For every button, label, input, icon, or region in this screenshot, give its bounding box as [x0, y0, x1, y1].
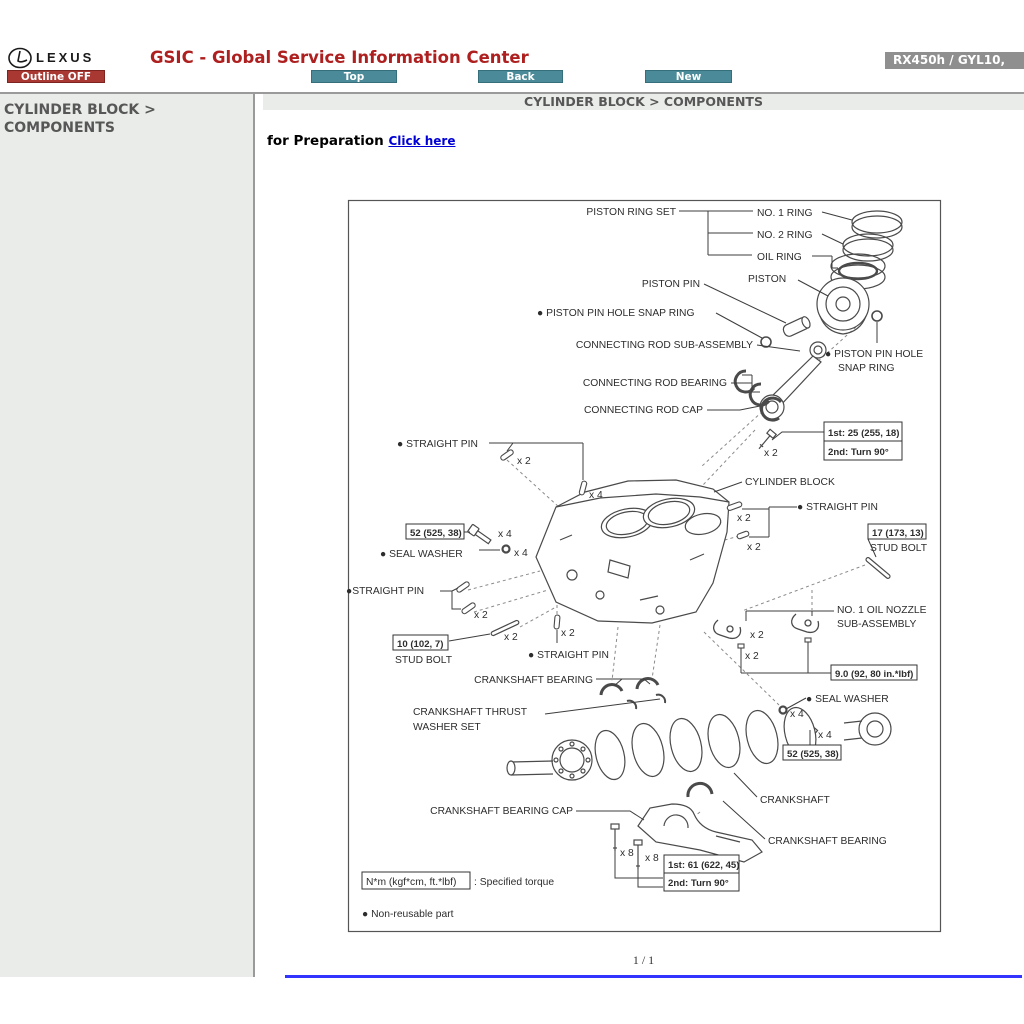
- qty-pin-right-1: x 2: [737, 513, 751, 524]
- label-straight-pin-top: ● STRAIGHT PIN: [397, 439, 478, 450]
- footer-rule: [285, 975, 1022, 978]
- piston-rings-drawing: [831, 211, 902, 289]
- qty-pin-right-2: x 2: [747, 542, 761, 553]
- top-button[interactable]: Top: [311, 70, 397, 83]
- main-torque-1st: 1st: 61 (622, 45): [668, 860, 740, 871]
- qty-block-bolt-left: x 4: [498, 529, 512, 540]
- label-connecting-rod-bearing: CONNECTING ROD BEARING: [582, 378, 727, 389]
- label-crankshaft-bearing-cap: CRANKSHAFT BEARING CAP: [430, 806, 573, 817]
- torque-52-right: 52 (525, 38): [787, 749, 839, 760]
- label-connecting-rod-sub-assembly: CONNECTING ROD SUB-ASSEMBLY: [575, 340, 753, 351]
- label-stud-bolt-right: STUD BOLT: [870, 543, 928, 554]
- label-piston-pin-hole-snap-ring-right-2: SNAP RING: [838, 363, 895, 374]
- label-oil-nozzle-1: NO. 1 OIL NOZZLE: [837, 605, 927, 616]
- piston-pin-drawing: [782, 315, 812, 337]
- label-piston-pin: PISTON PIN: [641, 279, 700, 290]
- qty-seal-washer-right: x 4: [790, 709, 804, 720]
- torque-10: 10 (102, 7): [397, 639, 444, 650]
- label-oil-nozzle-2: SUB-ASSEMBLY: [837, 619, 917, 630]
- label-piston-pin-hole-snap-ring-right-1: ● PISTON PIN HOLE: [825, 349, 924, 360]
- rod-torque-1st: 1st: 25 (255, 18): [828, 428, 900, 439]
- label-oil-ring: OIL RING: [757, 252, 802, 263]
- qty-pin-mid: x 2: [561, 628, 575, 639]
- label-piston-pin-hole-snap-ring-left: ● PISTON PIN HOLE SNAP RING: [537, 308, 695, 319]
- content-heading: CYLINDER BLOCK > COMPONENTS: [263, 94, 1024, 110]
- torque-unit-desc: : Specified torque: [474, 877, 555, 888]
- torque-17: 17 (173, 13): [872, 528, 924, 539]
- diagram-legend: [362, 872, 554, 920]
- oil-nozzles-drawing: [714, 614, 819, 658]
- connecting-rod-drawing: [760, 342, 826, 419]
- label-crankshaft: CRANKSHAFT: [760, 795, 830, 806]
- label-seal-washer-right: ● SEAL WASHER: [806, 694, 889, 705]
- torque-52-left: 52 (525, 38): [410, 528, 462, 539]
- piston-drawing: [817, 278, 869, 334]
- label-stud-bolt-left: STUD BOLT: [395, 655, 453, 666]
- label-straight-pin-lowerleft: ●STRAIGHT PIN: [346, 586, 425, 597]
- label-connecting-rod-cap: CONNECTING ROD CAP: [584, 405, 703, 416]
- torque-unit-label: N*m (kgf*cm, ft.*lbf): [366, 877, 457, 888]
- label-seal-washer-left: ● SEAL WASHER: [380, 549, 463, 560]
- qty-seal-washer-left: x 4: [514, 548, 528, 559]
- preparation-link[interactable]: Click here: [388, 134, 456, 148]
- qty-block-bolt-right: x 4: [818, 730, 832, 741]
- cylinder-block-drawing: [536, 480, 729, 623]
- back-button[interactable]: Back: [478, 70, 563, 83]
- page-title: GSIC - Global Service Information Center: [150, 48, 529, 67]
- outline-toggle-button[interactable]: Outline OFF: [7, 70, 105, 83]
- page-counter: 1 / 1: [632, 953, 655, 967]
- torque-9: 9.0 (92, 80 in.*lbf): [835, 669, 914, 680]
- label-cylinder-block: CYLINDER BLOCK: [745, 477, 835, 488]
- rod-torque-2nd: 2nd: Turn 90°: [828, 447, 889, 458]
- label-piston: PISTON: [748, 274, 787, 285]
- sidebar-title-line2: COMPONENTS: [4, 120, 115, 136]
- qty-stud-bolt-left: x 2: [504, 632, 518, 643]
- vehicle-model-badge: RX450h / GYL10, 15: [885, 52, 1024, 69]
- label-piston-ring-set: PISTON RING SET: [586, 207, 676, 218]
- new-button[interactable]: New: [645, 70, 732, 83]
- non-reusable-legend: ● Non-reusable part: [362, 909, 454, 920]
- qty-rod-bolt: x 2: [764, 448, 778, 459]
- preparation-label: for Preparation: [267, 133, 384, 149]
- label-crankshaft-bearing-top: CRANKSHAFT BEARING: [474, 675, 593, 686]
- main-torque-2nd: 2nd: Turn 90°: [668, 878, 729, 889]
- lexus-wordmark: LEXUS: [36, 50, 95, 65]
- crankshaft-drawing: [507, 704, 891, 783]
- label-crankshaft-bearing-bottom: CRANKSHAFT BEARING: [768, 836, 887, 847]
- qty-oil-nozzle: x 2: [750, 630, 764, 641]
- qty-pin-lowerleft: x 2: [474, 610, 488, 621]
- label-crankshaft-thrust-2: WASHER SET: [413, 722, 481, 733]
- qty-pin-top-1: x 2: [517, 456, 531, 467]
- label-no1-ring: NO. 1 RING: [757, 208, 813, 219]
- qty-cap-bolt-1: x 8: [620, 848, 634, 859]
- label-crankshaft-thrust-1: CRANKSHAFT THRUST: [413, 707, 528, 718]
- label-straight-pin-right: ● STRAIGHT PIN: [797, 502, 878, 513]
- qty-cap-bolt-2: x 8: [645, 853, 659, 864]
- qty-pin-top-2: x 4: [589, 490, 603, 501]
- sidebar-title-line1: CYLINDER BLOCK >: [4, 102, 156, 118]
- label-no2-ring: NO. 2 RING: [757, 230, 813, 241]
- label-straight-pin-mid: ● STRAIGHT PIN: [528, 650, 609, 661]
- qty-oil-nozzle-bolt: x 2: [745, 651, 759, 662]
